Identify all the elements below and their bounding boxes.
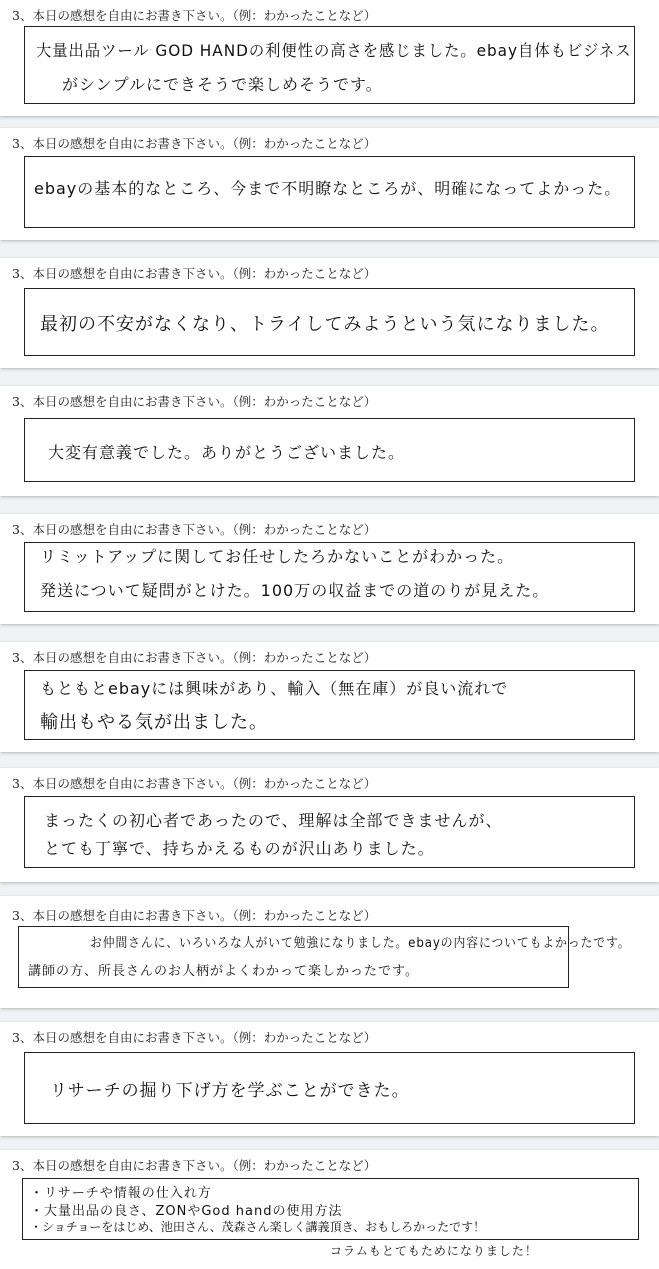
handwritten-line: ・ショチョーをはじめ、池田さん、茂森さん楽しく講義頂き、おもしろかったです！ [30, 1220, 486, 1234]
handwritten-line: ebayの基本的なところ、今まで不明瞭なところが、明確になってよかった。 [34, 179, 622, 198]
question-label: 3、本日の感想を自由にお書き下さい。（例：わかったことなど） [12, 136, 377, 151]
handwritten-line: 最初の不安がなくなり、トライしてみようという気になりました。 [40, 314, 610, 335]
question-label: 3、本日の感想を自由にお書き下さい。（例：わかったことなど） [12, 1030, 377, 1045]
handwritten-line: もともとebayには興味があり、輸入（無在庫）が良い流れで [40, 679, 509, 698]
handwritten-line: 講師の方、所長さんのお人柄がよくわかって楽しかったです。 [28, 964, 419, 979]
feedback-card-4 [0, 386, 659, 496]
question-label: 3、本日の感想を自由にお書き下さい。（例：わかったことなど） [12, 1158, 377, 1173]
question-label: 3、本日の感想を自由にお書き下さい。（例：わかったことなど） [12, 776, 377, 791]
handwritten-line: リサーチの掘り下げ方を学ぶことができた。 [50, 1081, 410, 1101]
handwritten-line: 発送について疑問がとけた。100万の収益までの道のりが見えた。 [40, 581, 550, 600]
feedback-card-3 [0, 258, 659, 368]
feedback-card-9 [0, 1022, 659, 1136]
question-label: 3、本日の感想を自由にお書き下さい。（例：わかったことなど） [12, 908, 377, 923]
question-label: 3、本日の感想を自由にお書き下さい。（例：わかったことなど） [12, 8, 377, 23]
question-label: 3、本日の感想を自由にお書き下さい。（例：わかったことなど） [12, 266, 377, 281]
feedback-card-7 [0, 768, 659, 882]
handwritten-line: お仲間さんに、いろいろな人がいて勉強になりました。ebayの内容についてもよかったです。 [90, 936, 631, 951]
question-label: 3、本日の感想を自由にお書き下さい。（例：わかったことなど） [12, 650, 377, 665]
handwritten-line: コラムもとてもためになりました！ [330, 1244, 538, 1258]
handwritten-line: リミットアップに関してお任せしたろかないことがわかった。 [40, 547, 515, 566]
feedback-card-5 [0, 514, 659, 624]
handwritten-line: 輸出もやる気が出ました。 [40, 712, 268, 733]
question-label: 3、本日の感想を自由にお書き下さい。（例：わかったことなど） [12, 394, 377, 409]
question-label: 3、本日の感想を自由にお書き下さい。（例：わかったことなど） [12, 522, 377, 537]
handwritten-line: がシンプルにできそうで楽しめそうです。 [62, 75, 383, 94]
feedback-card-8 [0, 896, 659, 1008]
handwritten-line: 大変有意義でした。ありがとうございました。 [48, 443, 406, 462]
handwritten-line: ・大量出品の良さ、ZONやGod handの使用方法 [30, 1204, 343, 1219]
handwritten-line: ・リサーチや情報の仕入れ方 [30, 1186, 212, 1201]
handwritten-line: 大量出品ツール GOD HANDの利便性の高さを感じました。ebay自体もビジネス [36, 41, 632, 60]
handwritten-line: とても丁寧で、持ちかえるものが沢山ありました。 [44, 839, 435, 858]
handwritten-line: まったくの初心者であったので、理解は全部できませんが、 [44, 811, 503, 830]
feedback-card-1 [0, 0, 659, 116]
feedback-card-10 [0, 1150, 659, 1269]
feedback-card-2 [0, 128, 659, 240]
feedback-card-6 [0, 642, 659, 752]
